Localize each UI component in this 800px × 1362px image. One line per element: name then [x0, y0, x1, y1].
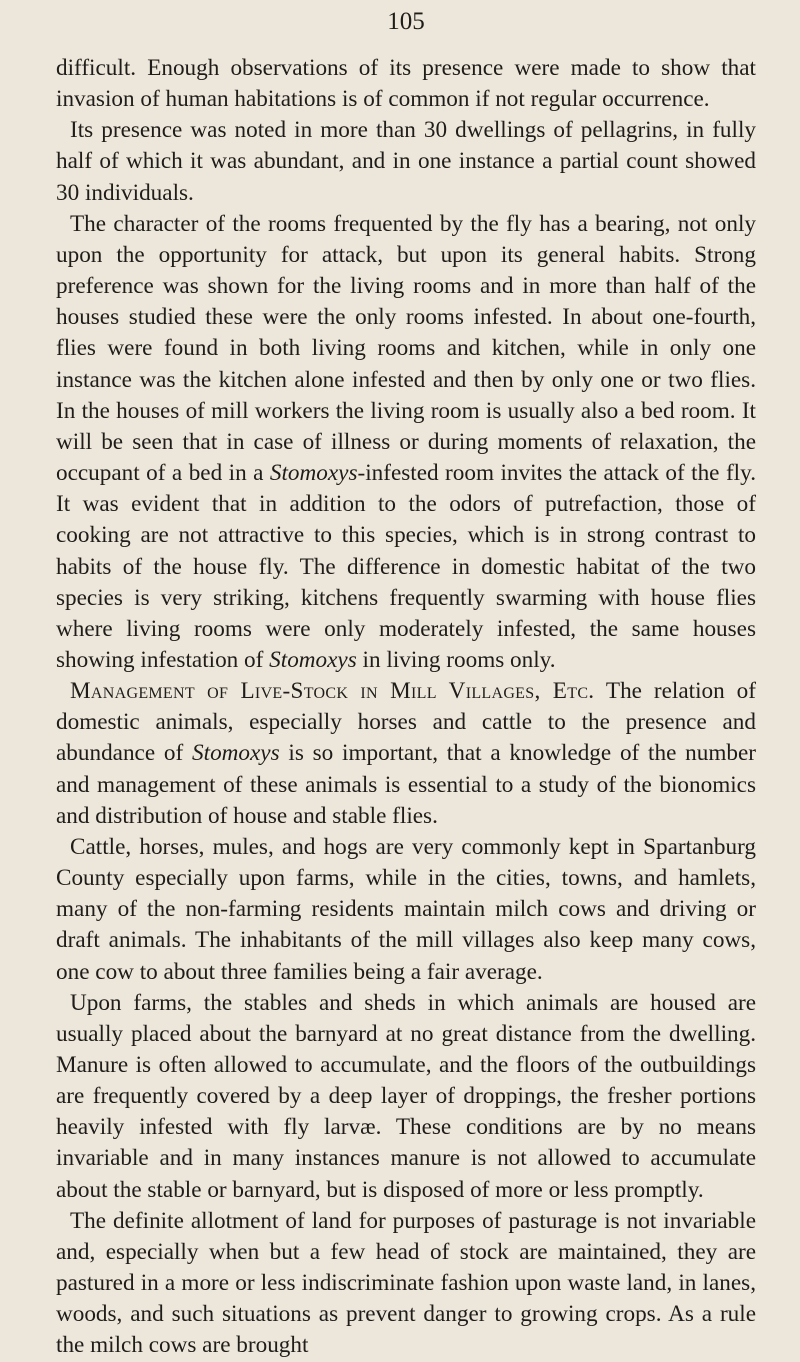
page-number: 105 [387, 8, 425, 35]
paragraph-farm-stables: Upon farms, the stables and sheds in which animals are housed are usually placed about the barnyard at no great distance from the dwelling. Manure is often allowed to accumulate, and the floors of the outbuildings are frequently covered by a deep layer of droppings, the fresher portions heavily infested with fly larvæ. These conditions are by no means invariable and in many instances manure is not allowed to accumulate about the stable or barnyard, but is disposed of more or less promptly. [56, 989, 756, 1203]
text-run: The character of the rooms frequented by the fly has a bearing, not only upon the opportunity for attack, but upon its general habits. Strong preference was shown for the living rooms and in more than half of the houses studied these were the only rooms infested. In about one-fourth, flies were found in both living rooms and kitchen, while in only one instance was the kitchen alone infested and then by only one or two flies. In the houses of mill workers the living room is usually also a bed room. It will be seen that in case of illness or during moments of relaxation, the occupant of a bed in a [56, 210, 756, 487]
text-run: is so important, that a knowledge of the number and management of these animals is essential to a study of the bionomics and distribution of house and stable flies. [56, 740, 757, 829]
paragraph-pasturage: The definite allotment of land for purposes of pasturage is not invariable and, especially when but a few head of stock are maintained, they are pastured in a more or less indiscriminate fashion upon waste land, in lanes, woods, and such situations as prevent danger to growing crops. As a rule the milch cows are brought [56, 1207, 756, 1359]
paragraph-livestock-kept: Cattle, horses, mules, and hogs are very commonly kept in Spartanburg County especially upon farms, while in the cities, towns, and hamlets, many of the non-farming residents maintain milch cows and driving or draft animals. The inhabitants of the mill villages also keep many cows, one cow to about three families being a fair average. [56, 833, 756, 985]
section-heading: Management of Live-Stock in Mill Villages, Etc. [70, 678, 595, 705]
paragraph-continuation: difficult. Enough observations of its presence were made to show that invasion of human habitations is of common if not regular occurrence. [56, 55, 756, 113]
paragraph-management-livestock [56, 676, 756, 832]
genus-name: Stomoxys [269, 646, 357, 673]
text-run: -infested room invites the attack of the fly. It was evident that in addition to the odors of putrefaction, those of cooking are not attractive to this species, which is in strong contrast to habits of the house fly. The difference in domestic habitat of the two species is very striking, kitchens frequently swarming with house flies where living rooms were only moderately infested, the same houses showing infestation of [56, 460, 756, 673]
genus-name: Stomoxys [192, 740, 280, 767]
text-run: in living rooms only. [356, 646, 556, 673]
book-page [56, 0, 757, 1359]
body-text [56, 53, 756, 1362]
paragraph-presence: Its presence was noted in more than 30 dwellings of pellagrins, in fully half of which it was abundant, and in one instance a partial count showed 30 individuals. [56, 117, 756, 206]
paragraph-rooms-frequented [56, 209, 756, 676]
genus-name: Stomoxys [269, 460, 358, 487]
text-run: The relation of domestic animals, especially horses and cattle to the presence and abundance of [56, 678, 756, 767]
